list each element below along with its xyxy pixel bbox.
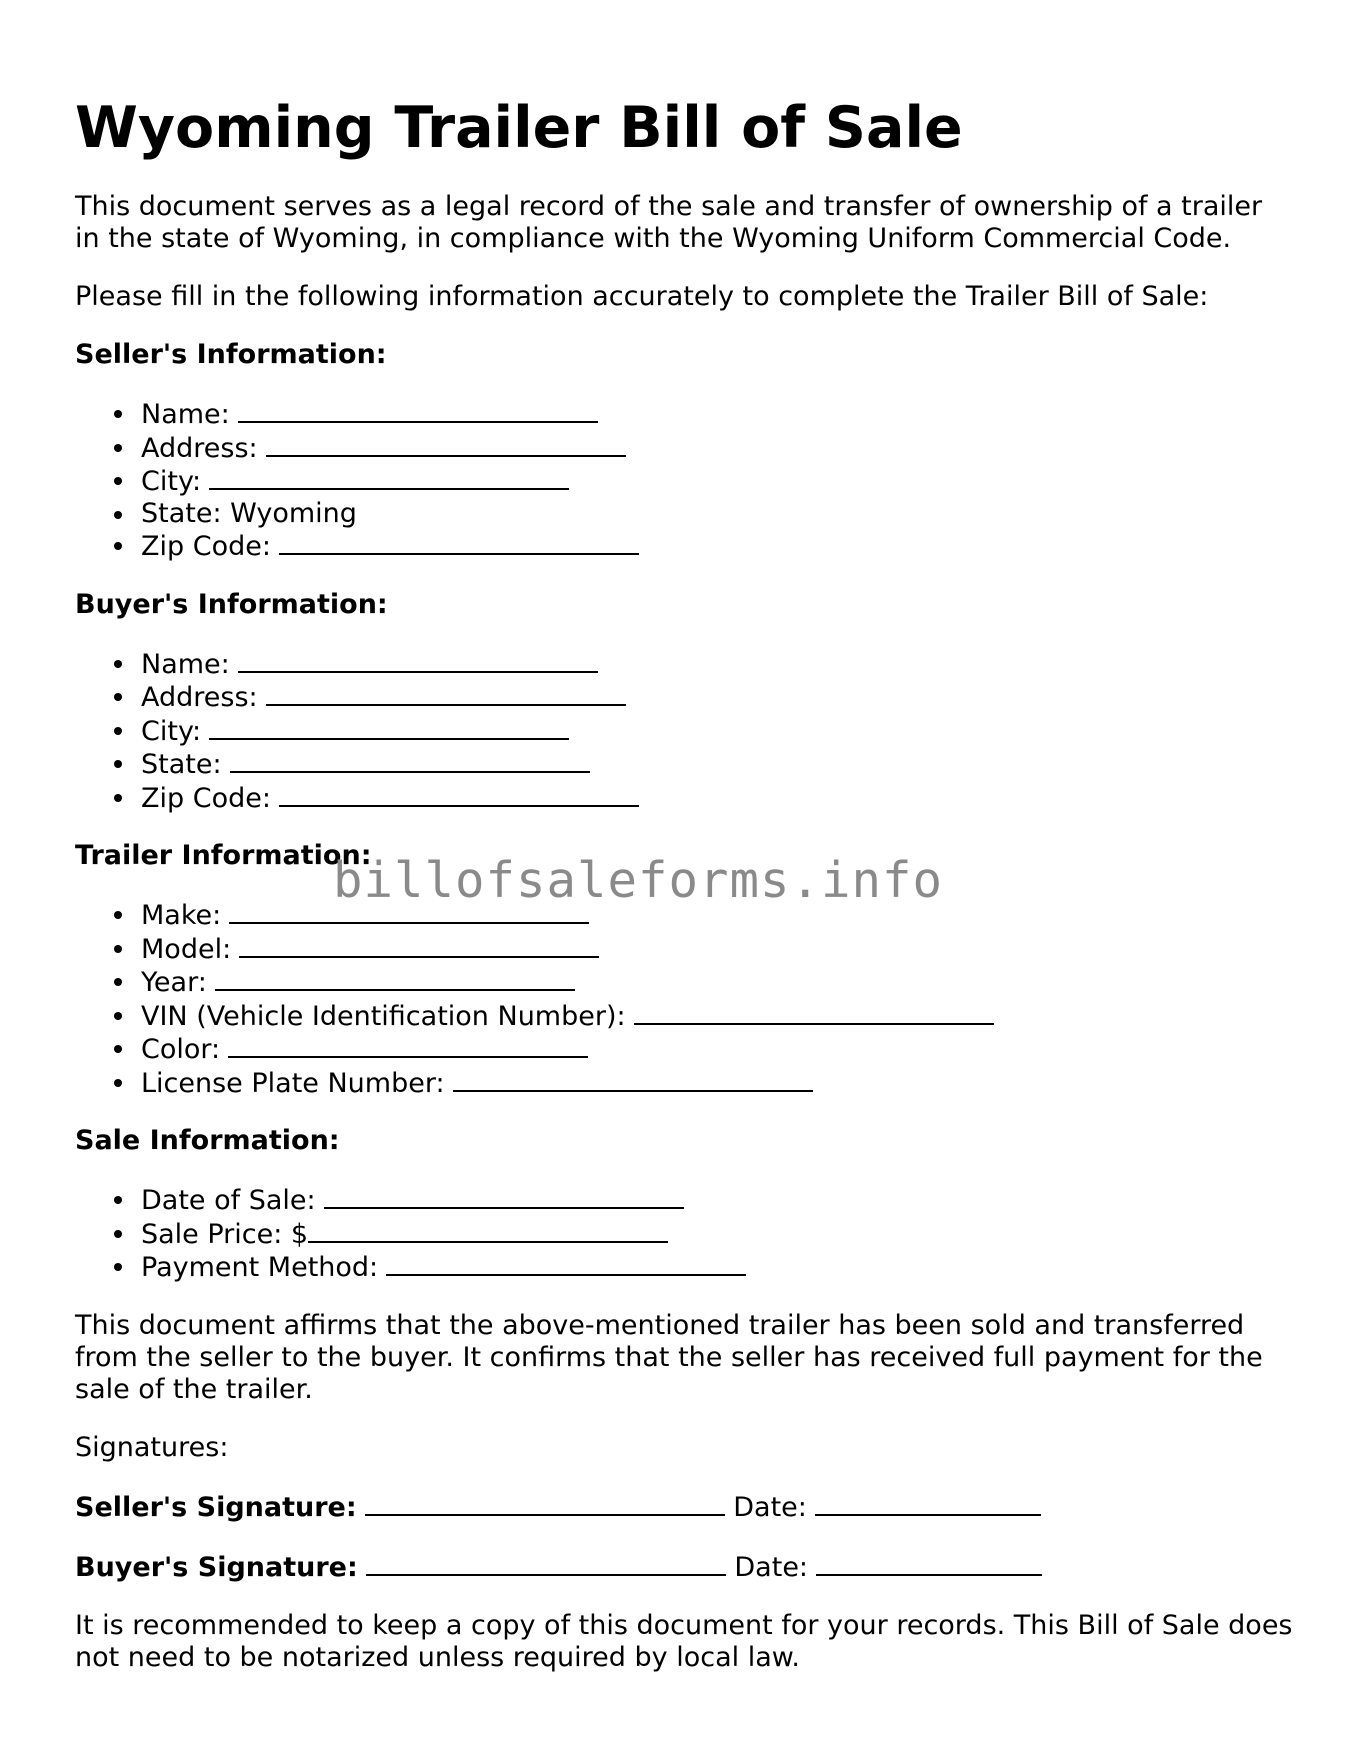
list-item bbox=[141, 1183, 1295, 1217]
closing-paragraph: It is recommended to keep a copy of this document for your records. This Bill of Sale does not need to be notarized unless required by local law. bbox=[75, 1609, 1293, 1673]
list-item bbox=[141, 965, 1295, 999]
seller-address-label: Address: bbox=[141, 432, 258, 464]
seller-city-label: City: bbox=[141, 466, 202, 497]
affirmation-paragraph: This document affirms that the above-mentioned trailer has been sold and transferred from the seller to the buyer. It confirms that the seller has received full payment for the sale of the trailer. bbox=[75, 1309, 1263, 1405]
trailer-plate-field[interactable] bbox=[453, 1066, 813, 1092]
seller-signature-field[interactable] bbox=[365, 1490, 725, 1516]
list-item bbox=[141, 1066, 1295, 1100]
trailer-vin-field[interactable] bbox=[634, 999, 994, 1025]
list-item bbox=[141, 747, 1295, 781]
sale-date-field[interactable] bbox=[324, 1183, 684, 1209]
seller-signature-label: Seller's Signature: bbox=[75, 1491, 357, 1523]
buyer-signature-label: Buyer's Signature: bbox=[75, 1551, 358, 1583]
buyer-name-field[interactable] bbox=[238, 647, 598, 673]
sale-price-label: Sale Price: $ bbox=[141, 1218, 309, 1250]
list-item bbox=[141, 431, 1295, 465]
trailer-model-field[interactable] bbox=[239, 932, 599, 958]
seller-zip-field[interactable] bbox=[279, 529, 639, 555]
list-item bbox=[141, 647, 1295, 681]
instructions-paragraph: Please fill in the following information accurately to complete the Trailer Bill of Sale: bbox=[75, 281, 1209, 312]
list-item bbox=[141, 464, 1295, 498]
sale-heading: Sale Information: bbox=[75, 1125, 340, 1156]
intro-paragraph: This document serves as a legal record of the sale and transfer of ownership of a trailer in the state of Wyoming, in compliance with the Wyoming Uniform Commercial Code. bbox=[75, 191, 1263, 254]
list-item bbox=[141, 999, 1295, 1033]
list-item bbox=[141, 680, 1295, 714]
seller-zip-label: Zip Code: bbox=[141, 531, 271, 562]
page-title: Wyoming Trailer Bill of Sale bbox=[75, 95, 963, 161]
buyer-date-field[interactable] bbox=[816, 1550, 1042, 1576]
buyer-zip-label: Zip Code: bbox=[141, 782, 271, 814]
list-item bbox=[141, 1250, 1295, 1284]
trailer-heading: Trailer Information: bbox=[75, 840, 372, 871]
trailer-year-label: Year: bbox=[141, 967, 207, 998]
buyer-heading: Buyer's Information: bbox=[75, 588, 388, 620]
trailer-color-label: Color: bbox=[141, 1034, 221, 1065]
document-page bbox=[75, 0, 1295, 1674]
buyer-date-label: Date: bbox=[734, 1551, 809, 1583]
seller-list bbox=[75, 397, 1295, 563]
buyer-name-label: Name: bbox=[141, 648, 230, 680]
seller-heading: Seller's Information: bbox=[75, 339, 387, 370]
buyer-list bbox=[75, 647, 1295, 815]
trailer-color-field[interactable] bbox=[228, 1032, 588, 1058]
buyer-state-label: State: bbox=[141, 749, 222, 780]
trailer-list bbox=[75, 898, 1295, 1099]
seller-date-field[interactable] bbox=[815, 1490, 1041, 1516]
trailer-vin-label: VIN (Vehicle Identification Number): bbox=[141, 1000, 626, 1032]
seller-city-field[interactable] bbox=[209, 464, 569, 490]
seller-date-label: Date: bbox=[733, 1491, 807, 1523]
buyer-address-label: Address: bbox=[141, 682, 258, 713]
seller-signature-line bbox=[75, 1490, 1295, 1524]
buyer-signature-line bbox=[75, 1550, 1295, 1584]
list-item bbox=[141, 932, 1295, 966]
sale-price-field[interactable] bbox=[308, 1217, 668, 1243]
buyer-state-field[interactable] bbox=[230, 747, 590, 773]
buyer-zip-field[interactable] bbox=[279, 781, 639, 807]
seller-name-field[interactable] bbox=[238, 397, 598, 423]
sale-list bbox=[75, 1183, 1295, 1284]
buyer-city-field[interactable] bbox=[209, 714, 569, 740]
list-item bbox=[141, 397, 1295, 431]
sale-date-label: Date of Sale: bbox=[141, 1185, 316, 1216]
signatures-label: Signatures: bbox=[75, 1431, 229, 1463]
watermark-text: billofsaleforms.info bbox=[333, 852, 944, 909]
list-item bbox=[141, 1032, 1295, 1066]
trailer-plate-label: License Plate Number: bbox=[141, 1067, 445, 1099]
seller-state-text: State: Wyoming bbox=[141, 497, 357, 529]
buyer-address-field[interactable] bbox=[266, 680, 626, 706]
buyer-city-label: City: bbox=[141, 715, 202, 747]
list-item bbox=[141, 529, 1295, 563]
buyer-signature-field[interactable] bbox=[366, 1550, 726, 1576]
list-item bbox=[141, 498, 1295, 530]
trailer-model-label: Model: bbox=[141, 933, 232, 965]
payment-method-field[interactable] bbox=[386, 1250, 746, 1276]
seller-name-label: Name: bbox=[141, 399, 230, 430]
trailer-year-field[interactable] bbox=[215, 965, 575, 991]
list-item bbox=[141, 1217, 1295, 1251]
seller-address-field[interactable] bbox=[266, 431, 626, 457]
trailer-make-label: Make: bbox=[141, 900, 222, 931]
list-item bbox=[141, 714, 1295, 748]
list-item bbox=[141, 781, 1295, 815]
payment-method-label: Payment Method: bbox=[141, 1252, 379, 1283]
